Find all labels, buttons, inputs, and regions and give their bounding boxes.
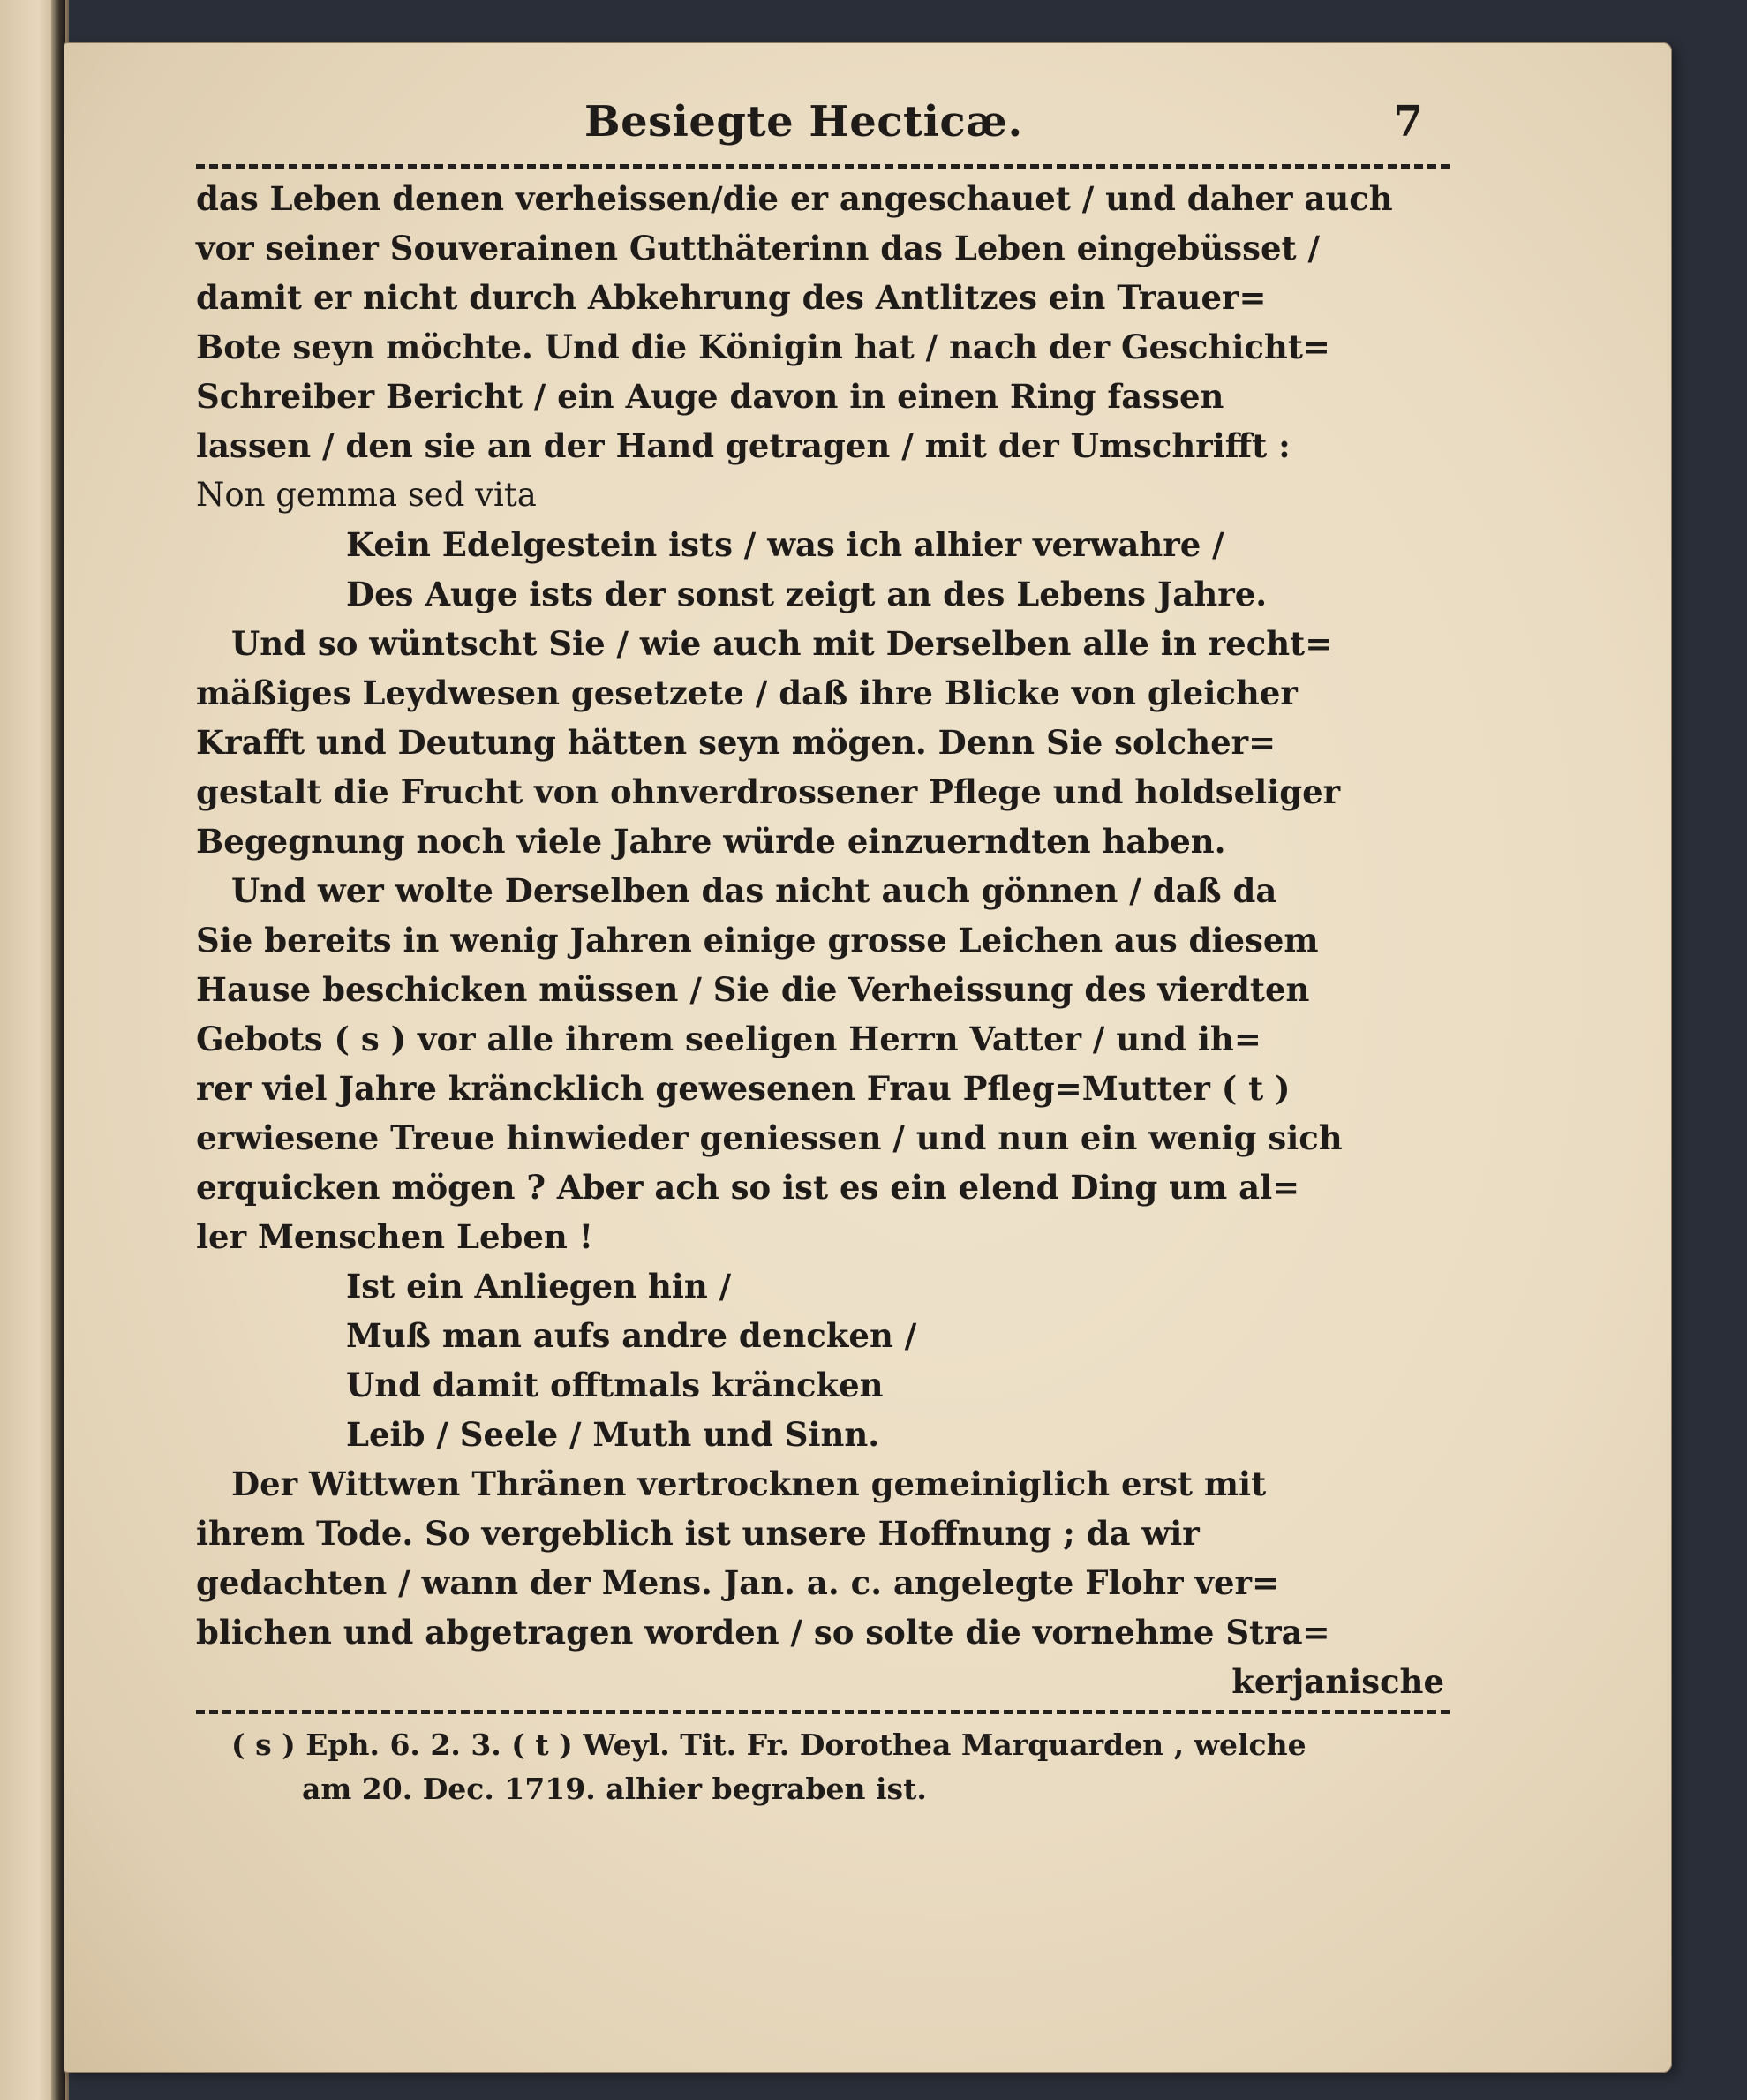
- text-line: ler Menschen Leben !: [196, 1217, 593, 1256]
- text-line: ihrem Tode. So vergeblich ist unsere Hoffnung ; da wir: [196, 1514, 1200, 1553]
- running-title: Besiegte Hecticæ.: [584, 97, 1023, 147]
- text-line: erwiesene Treue hinwieder geniessen / und nun ein wenig sich: [196, 1118, 1343, 1157]
- text-line: erquicken mögen ? Aber ach so ist es ein elend Ding um al=: [196, 1168, 1300, 1207]
- text-line: Und wer wolte Derselben das nicht auch gönnen / daß da: [231, 871, 1277, 910]
- text-line: Der Wittwen Thränen vertrocknen gemeiniglich erst mit: [231, 1464, 1267, 1503]
- catchword: kerjanische: [1231, 1662, 1444, 1701]
- text-line: blichen und abgetragen worden / so solte die vornehme Stra=: [196, 1613, 1330, 1652]
- text-line: rer viel Jahre kräncklich gewesenen Frau Pfleg=Mutter ( t ): [196, 1069, 1291, 1108]
- text-line: Bote seyn möchte. Und die Königin hat / nach der Geschicht=: [196, 327, 1330, 366]
- text-line: damit er nicht durch Abkehrung des Antlitzes ein Trauer=: [196, 278, 1267, 317]
- text-line: Gebots ( s ) vor alle ihrem seeligen Herrn Vatter / und ih=: [196, 1020, 1261, 1058]
- text-line: vor seiner Souverainen Gutthäterinn das Leben eingebüsset /: [196, 229, 1320, 267]
- verse-line: Kein Edelgestein ists / was ich alhier verwahre /: [346, 525, 1224, 564]
- page-content: [196, 97, 1450, 1811]
- book-page: [64, 42, 1672, 2073]
- text-line: lassen / den sie an der Hand getragen / mit der Umschrifft :: [196, 426, 1291, 465]
- verse-line: Leib / Seele / Muth und Sinn.: [346, 1415, 880, 1454]
- footnotes: [196, 1723, 1450, 1811]
- text-line: Sie bereits in wenig Jahren einige grosse Leichen aus diesem: [196, 921, 1319, 960]
- latin-motto: Non gemma sed vita: [196, 476, 537, 514]
- footnote-line: am 20. Dec. 1719. alhier begraben ist.: [302, 1772, 927, 1806]
- text-line: Schreiber Bericht / ein Auge davon in einen Ring fassen: [196, 377, 1224, 416]
- text-line: Krafft und Deutung hätten seyn mögen. Denn Sie solcher=: [196, 723, 1276, 762]
- header-rule: [196, 164, 1450, 169]
- body-text: [196, 174, 1450, 1706]
- verse-line: Ist ein Anliegen hin /: [346, 1267, 732, 1306]
- verse-line: Muß man aufs andre dencken /: [346, 1316, 917, 1355]
- page-header: [196, 97, 1450, 162]
- text-line: Und so wüntscht Sie / wie auch mit Derselben alle in recht=: [231, 624, 1333, 663]
- text-line: Begegnung noch viele Jahre würde einzuerndten haben.: [196, 822, 1226, 861]
- text-line: gestalt die Frucht von ohnverdrossener Pflege und holdseliger: [196, 772, 1341, 811]
- footnote-rule: [196, 1710, 1450, 1714]
- text-line: das Leben denen verheissen/die er angeschauet / und daher auch: [196, 179, 1393, 218]
- verse-line: Des Auge ists der sonst zeigt an des Lebens Jahre.: [346, 575, 1268, 613]
- text-line: gedachten / wann der Mens. Jan. a. c. angelegte Flohr ver=: [196, 1563, 1280, 1602]
- text-line: mäßiges Leydwesen gesetzete / daß ihre Blicke von gleicher: [196, 674, 1298, 712]
- footnote-line: ( s ) Eph. 6. 2. 3. ( t ) Weyl. Tit. Fr. Dorothea Marquarden , welche: [231, 1727, 1306, 1762]
- page-number: 7: [1393, 97, 1423, 147]
- text-line: Hause beschicken müssen / Sie die Verheissung des vierdten: [196, 970, 1310, 1009]
- verse-line: Und damit offtmals kräncken: [346, 1366, 884, 1404]
